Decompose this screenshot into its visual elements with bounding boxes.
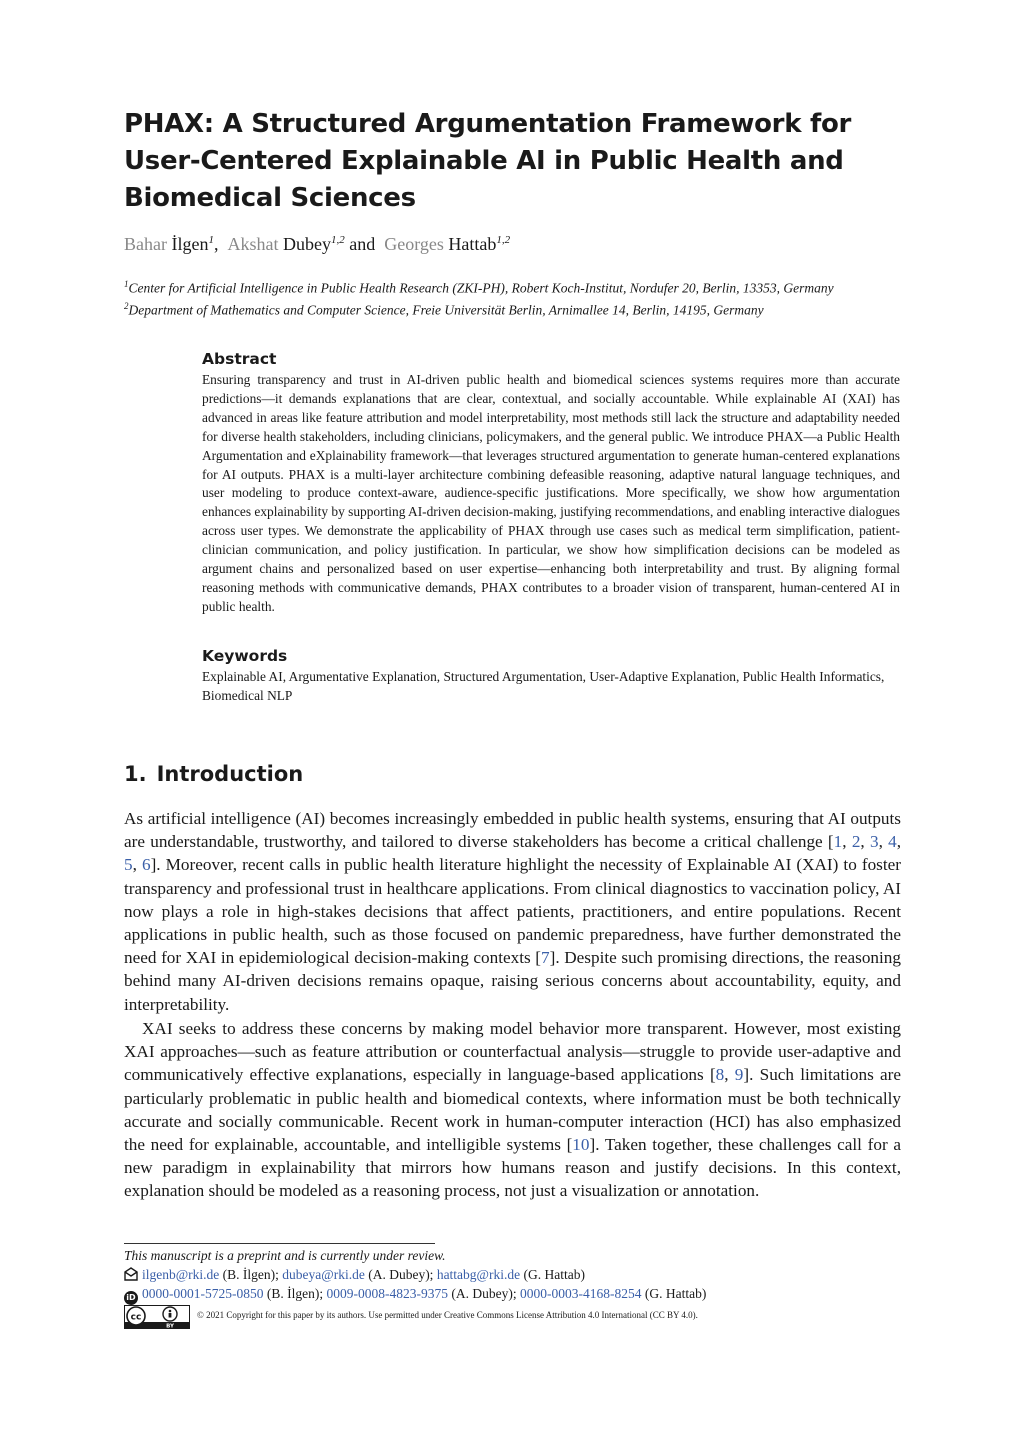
author-affil-sup: 1,2 <box>330 234 345 246</box>
orcid-icon: iD <box>124 1291 138 1305</box>
author-family-name: Hattab <box>448 234 497 254</box>
preprint-note: This manuscript is a preprint and is currently under review. <box>124 1248 446 1263</box>
author-given-name: Akshat <box>227 234 279 254</box>
abstract-text: Ensuring transparency and trust in AI-driven public health and biomedical sciences systems requires more than accurate predictions—it demands explanations that are clear, contextual, and socially accountable. While explainable AI (XAI) has advanced in areas like feature attribution and model interpretability, most methods still lack the structure and adaptability needed for diverse health stakeholders, including clinicians, policymakers, and the general public. We introduce PHAX—a Public Health Argumentation and eXplainability framework—that leverages structured argumentation to generate human-centered explanations for AI outputs. PHAX is a multi-layer architecture combining defeasible reasoning, adaptive natural language techniques, and user modeling to produce context-aware, audience-specific justifications. More specifically, we show how argumentation enhances explainability by supporting AI-driven decision-making, justifying recommendations, and enabling interactive dialogues across user types. We demonstrate the applicability of PHAX through use cases such as medical term simplification, patient-clinician communication, and policy justification. In particular, we show how simplification decisions can be modeled as argument chains and personalized based on user expertise—enhancing both interpretability and trust. By aligning formal reasoning methods with communicative demands, PHAX contributes to a broader vision of transparent, human-centered AI in public health. <box>202 372 900 614</box>
footnote-rule <box>124 1243 435 1244</box>
paragraph-text: ]. Taken together, these challenges call for a new paradigm in explainability that mirrors how humans reason and justify decisions. In this context, explanation should be modeled as a reasoning process, not just a visualization or annotation. <box>124 1135 901 1201</box>
affiliation-1 <box>124 279 834 297</box>
email-owner: (B. İlgen); <box>222 1267 279 1282</box>
affiliation-2 <box>124 301 764 319</box>
orcid-link[interactable]: 0009-0008-4823-9375 <box>326 1286 448 1301</box>
author-given-name: Bahar <box>124 234 167 254</box>
keywords-heading: Keywords <box>202 647 288 665</box>
author-affil-sup: 1,2 <box>496 234 511 246</box>
affiliation-text: Center for Artificial Intelligence in Public Health Research (ZKI-PH), Robert Koch-Institut, Nordufer 20, Berlin, 13353, Germany <box>128 280 834 296</box>
section-number: 1. <box>124 762 147 786</box>
copyright-text: © 2021 Copyright for this paper by its authors. Use permitted under Creative Commons License Attribution 4.0 International (CC BY 4.0). <box>197 1310 698 1320</box>
section-title: Introduction <box>156 762 304 786</box>
orcid-owner: (G. Hattab) <box>644 1286 707 1301</box>
paragraph-text: As artificial intelligence (AI) becomes increasingly embedded in public health systems, ensuring that AI outputs are understandable, trustworthy, and tailored to diverse stakeholders has become a critical challenge [ <box>124 809 901 852</box>
email-owner: (G. Hattab) <box>523 1267 585 1282</box>
citation-link[interactable]: 2 <box>851 832 861 852</box>
email-link[interactable]: hattabg@rki.de <box>436 1267 521 1282</box>
email-link[interactable]: ilgenb@rki.de <box>142 1267 220 1282</box>
orcid-link[interactable]: 0000-0003-4168-8254 <box>519 1286 642 1301</box>
affiliation-text: Department of Mathematics and Computer Science, Freie Universität Berlin, Arnimallee 14, Berlin, 14195, Germany <box>128 302 764 318</box>
orcid-owner: (A. Dubey); <box>451 1286 517 1301</box>
section-heading <box>124 762 303 786</box>
cc-by-badge[interactable] <box>124 1305 190 1334</box>
paper-title: PHAX: A Structured Argumentation Framework for User-Centered Explainable AI in Public Health and Biomedical Sciences <box>124 109 852 213</box>
author-affil-sup: 1 <box>208 234 214 246</box>
citation-link[interactable]: 5 <box>124 855 133 875</box>
cc-label: cc <box>130 1312 142 1323</box>
citation-link[interactable]: 9 <box>734 1065 744 1085</box>
by-label: BY <box>166 1323 174 1329</box>
orcid-line <box>124 1286 706 1305</box>
citation-link[interactable]: 6 <box>141 855 151 875</box>
email-link[interactable]: dubeya@rki.de <box>282 1267 365 1282</box>
email-line <box>124 1267 585 1285</box>
author-separator: , <box>213 234 219 254</box>
paragraph-text: XAI seeks to address these concerns by making model behavior more transparent. However, most existing XAI approaches—such as feature attribution or counterfactual analysis—struggle to provide user-adaptive and communicatively effective explanations, especially in language-based applications [ <box>124 1019 901 1085</box>
author-separator: and <box>349 234 376 254</box>
author-list <box>124 234 510 255</box>
citation-link[interactable]: 4 <box>888 832 897 852</box>
citation-link[interactable]: 10 <box>572 1135 590 1155</box>
citation-link[interactable]: 1 <box>833 832 843 852</box>
author-family-name: İlgen <box>171 234 209 254</box>
paragraph-text: ]. Moreover, recent calls in public health literature highlight the necessity of Explainable AI (XAI) to foster transparency and professional trust in healthcare applications. From clinical diagnostics to vaccination policy, AI now plays a role in high-stakes decisions that affect patients, practitioners, and entire populations. Recent applications in public health, such as those focused on pandemic preparedness, have further demonstrated the need for XAI in epidemiological decision-making contexts [ <box>124 855 902 968</box>
citation-link[interactable]: 7 <box>541 948 550 968</box>
email-owner: (A. Dubey); <box>368 1267 434 1282</box>
abstract-heading: Abstract <box>202 350 277 368</box>
intro-paragraph-2: XAI seeks to address these concerns by making model behavior more transparent. However, most existing XAI approaches—such as feature attribution or counterfactual analysis—struggle to provide user-adaptive and communicatively effective explanations, especially in language-based applications [8, 9]. Such limitations are particularly problematic in public health and biomedical contexts, where information must be both technically accurate and socially communicable. Recent work in human-computer interaction (HCI) has also emphasized the need for explainable, accountable, and intelligible systems [10]. Taken together, these challenges call for a new paradigm in explainability that mirrors how humans reason and justify decisions. In this context, explanation should be modeled as a reasoning process, not just a visualization or annotation. <box>124 1019 901 1201</box>
affiliation-sup: 1 <box>124 279 129 289</box>
paragraph-text: ]. Despite such promising directions, the reasoning behind many AI-driven decisions remains opaque, raising serious concerns about accountability, equity, and interpretability. <box>124 948 901 1014</box>
author-given-name: Georges <box>384 234 444 254</box>
affiliation-sup: 2 <box>124 301 129 311</box>
citation-link[interactable]: 3 <box>869 832 879 852</box>
envelope-icon <box>124 1267 138 1285</box>
intro-paragraph-1: As artificial intelligence (AI) becomes increasingly embedded in public health systems, ensuring that AI outputs are understandable, trustworthy, and tailored to diverse stakeholders has become a critical challenge [1, 2, 3, 4, 5, 6]. Moreover, recent calls in public health literature highlight the necessity of Explainable AI (XAI) to foster transparency and professional trust in healthcare applications. From clinical diagnostics to vaccination policy, AI now plays a role in high-stakes decisions that affect patients, practitioners, and entire populations. Recent applications in public health, such as those focused on pandemic preparedness, have further demonstrated the need for XAI in epidemiological decision-making contexts [7]. Despite such promising directions, the reasoning behind many AI-driven decisions remains opaque, raising serious concerns about accountability, equity, and interpretability. <box>124 809 902 1014</box>
keywords-text: Explainable AI, Argumentative Explanation, Structured Argumentation, User-Adaptive Explanation, Public Health Informatics, Biomedical NLP <box>202 669 885 703</box>
orcid-owner: (B. İlgen); <box>266 1286 324 1301</box>
orcid-link[interactable]: 0000-0001-5725-0850 <box>142 1286 264 1301</box>
citation-link[interactable]: 8 <box>715 1065 725 1085</box>
paragraph-text: ]. Such limitations are particularly problematic in public health and biomedical contexts, where information must be both technically accurate and socially communicable. Recent work in human-computer interaction (HCI) has also emphasized the need for explainable, accountable, and intelligible systems [ <box>124 1065 901 1155</box>
author-family-name: Dubey <box>282 234 331 254</box>
